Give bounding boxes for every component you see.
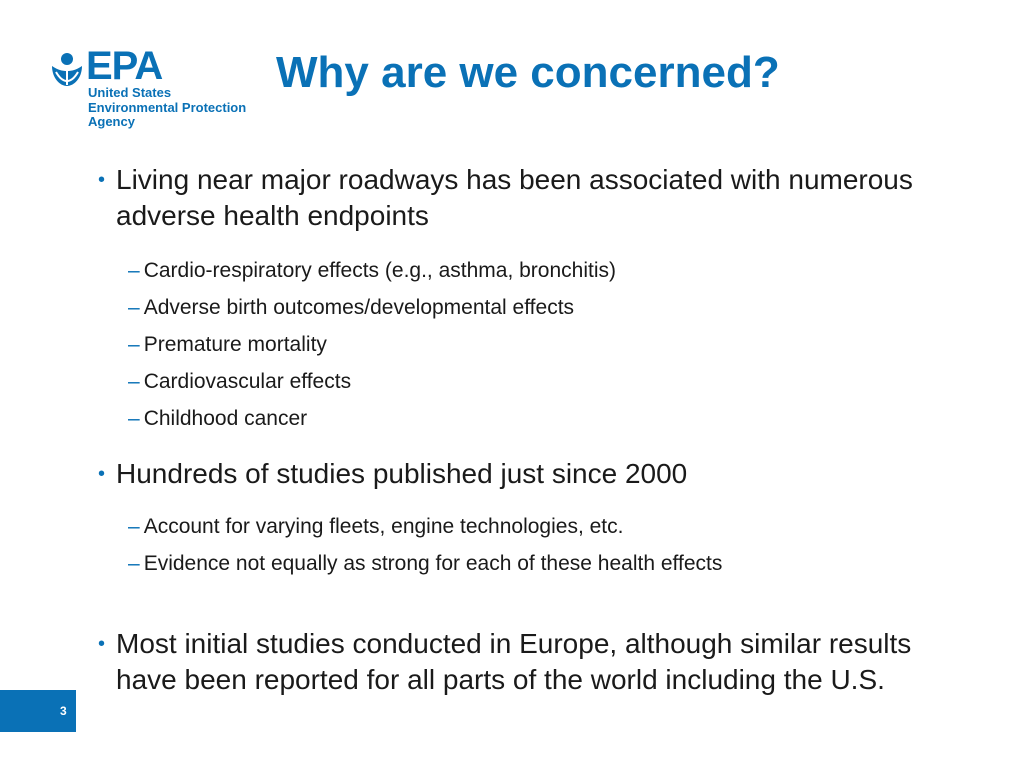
agency-name [88, 86, 246, 130]
dash-icon: – [128, 552, 140, 575]
sub-bullet-text: Adverse birth outcomes/developmental effects [143, 296, 575, 319]
agency-line-2: Environmental Protection [88, 99, 247, 115]
slide-title: Why are we concerned? [276, 48, 780, 97]
sub-bullet-text: Cardiovascular effects [143, 370, 352, 393]
agency-line-1: United States [88, 85, 172, 100]
sub-bullet-item [128, 332, 327, 358]
sub-bullet-item [128, 551, 722, 577]
bullet-item [98, 162, 978, 234]
dash-icon: – [128, 259, 140, 282]
dash-icon: – [128, 296, 140, 319]
agency-line-3: Agency [88, 114, 135, 129]
bullet-text: Most initial studies conducted in Europe, although similar results have been reported for all parts of the world including the U.S. [116, 628, 912, 695]
dash-icon: – [128, 370, 140, 393]
sub-bullet-item [128, 406, 307, 432]
epa-logo [50, 44, 250, 130]
bullet-item [98, 626, 968, 698]
sub-bullet-text: Premature mortality [143, 333, 327, 356]
sub-bullet-text: Evidence not equally as strong for each of these health effects [143, 552, 723, 575]
sub-bullet-text: Cardio-respiratory effects (e.g., asthma, bronchitis) [143, 259, 616, 282]
bullet-text: Hundreds of studies published just since 2000 [116, 458, 688, 489]
page-number-tab [0, 690, 76, 732]
sub-bullet-text: Childhood cancer [143, 407, 308, 430]
bullet-dot-icon: • [98, 169, 106, 191]
bullet-item [98, 456, 978, 492]
bullet-text: Living near major roadways has been associated with numerous adverse health endpoints [116, 164, 913, 231]
sub-bullet-item [128, 369, 351, 395]
bullet-dot-icon: • [98, 463, 106, 485]
dash-icon: – [128, 333, 140, 356]
sub-bullet-item [128, 514, 623, 540]
sub-bullet-text: Account for varying fleets, engine technologies, etc. [143, 515, 624, 538]
sub-bullet-item [128, 295, 574, 321]
page-number: 3 [60, 704, 67, 718]
sub-bullet-item [128, 258, 616, 284]
dash-icon: – [128, 515, 140, 538]
epa-flower-icon [50, 52, 84, 88]
epa-wordmark: EPA [86, 44, 163, 88]
dash-icon: – [128, 407, 140, 430]
bullet-dot-icon: • [98, 633, 106, 655]
